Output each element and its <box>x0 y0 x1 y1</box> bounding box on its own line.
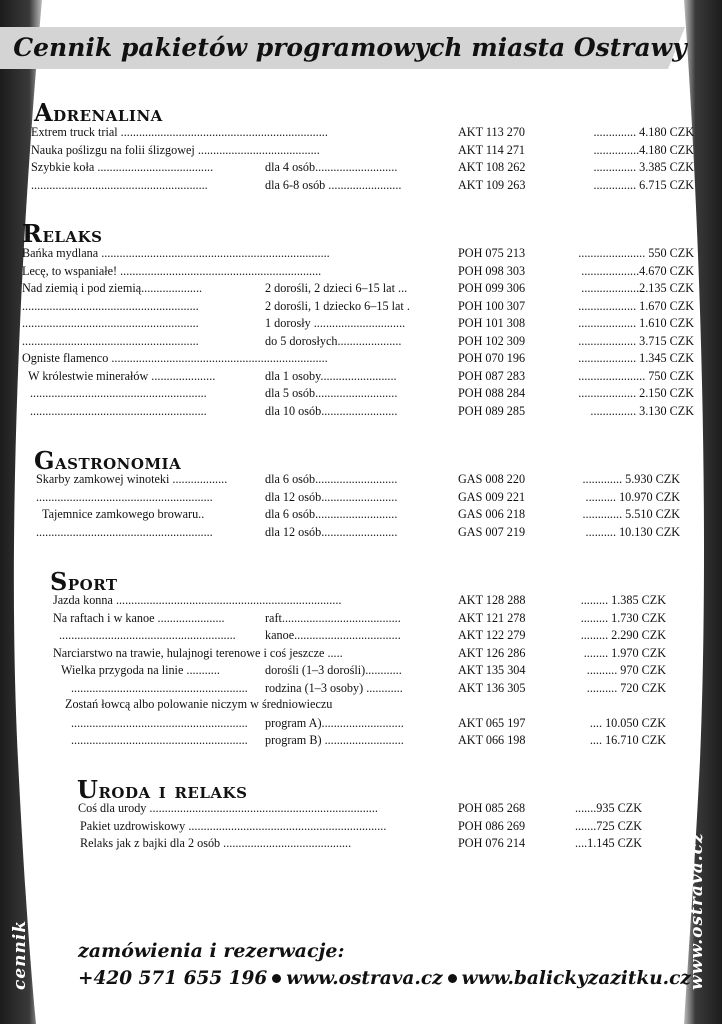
package-code: AKT 122 279 <box>458 628 526 642</box>
package-price: .......... 10.130 CZK <box>585 524 680 539</box>
price-row <box>0 368 722 386</box>
package-name: Narciarstwo na trawie, hulajnogi terenowe i coś jeszcze ..... <box>53 645 343 660</box>
price-row <box>0 350 722 368</box>
package-code: POH 085 268 <box>458 801 526 815</box>
section-heading: Adrenalina <box>34 98 163 127</box>
price-row <box>0 715 722 733</box>
package-price: ...................... 550 CZK <box>578 246 694 260</box>
package-variant: kanoe................................... <box>265 628 401 642</box>
package-name: .......................................................... <box>22 298 199 313</box>
package-price: ............... 3.130 CZK <box>590 403 694 418</box>
package-price: ........ 1.970 CZK <box>583 645 666 660</box>
price-row <box>0 610 722 628</box>
price-row <box>0 298 722 316</box>
price-row <box>0 506 722 524</box>
package-variant: dla 1 osoby......................... <box>265 368 397 383</box>
package-code: POH 076 214 <box>458 836 526 850</box>
section-heading: Relaks <box>22 219 103 248</box>
package-code: POH 100 307 <box>458 298 526 313</box>
package-code: POH 087 283 <box>458 368 526 383</box>
package-code: AKT 128 288 <box>458 593 526 607</box>
package-code: AKT 114 271 <box>458 142 526 157</box>
package-price: ............. 5.510 CZK <box>582 507 680 521</box>
package-name: Lecę, to wspaniałe! .................................................................. <box>22 263 322 278</box>
package-variant: dla 12 osób......................... <box>265 524 398 539</box>
price-row <box>0 177 722 195</box>
price-row <box>0 662 722 680</box>
price-row <box>0 489 722 507</box>
package-price: .............. 4.180 CZK <box>593 125 694 139</box>
package-code: GAS 009 221 <box>458 489 526 504</box>
reservations-heading: zamówienia i rezerwacje: <box>78 940 345 962</box>
side-label-cennik: cennik <box>10 919 30 990</box>
package-variant: do 5 dorosłych..................... <box>265 333 402 348</box>
package-code: AKT 113 270 <box>458 125 526 139</box>
package-code: AKT 126 286 <box>458 645 526 660</box>
package-variant: 2 dorośli, 1 dziecko 6–15 lat . <box>265 298 410 313</box>
package-variant: 1 dorosły .............................. <box>265 316 406 330</box>
package-code: GAS 006 218 <box>458 507 526 521</box>
package-name: .......................................................... <box>59 628 236 642</box>
package-variant: 2 dorośli, 2 dzieci 6–15 lat ... <box>265 281 408 295</box>
page-title: Cennik pakietów programowych miasta Ostrawy <box>13 33 687 62</box>
package-name: Szybkie koła ...................................... <box>31 160 214 174</box>
price-row <box>0 645 722 663</box>
price-row <box>0 592 722 610</box>
package-name: .......................................................... <box>31 177 208 192</box>
price-row <box>0 385 722 403</box>
package-code: POH 086 269 <box>458 818 526 833</box>
package-name: .......................................................... <box>36 489 213 504</box>
package-code: AKT 109 263 <box>458 177 526 192</box>
package-code: POH 098 303 <box>458 263 526 278</box>
package-name: Wielka przygoda na linie ........... <box>61 663 220 677</box>
package-name: Na raftach i w kanoe ...................... <box>53 610 225 625</box>
package-code: POH 102 309 <box>458 333 526 348</box>
package-variant: program A)........................... <box>265 715 404 730</box>
package-variant: dla 4 osób........................... <box>265 160 398 174</box>
package-variant: rodzina (1–3 osoby) ............ <box>265 680 403 695</box>
package-price: ................... 3.715 CZK <box>578 333 694 348</box>
package-price: .... 10.050 CZK <box>589 715 666 730</box>
package-name: Ogniste flamenco ....................................................................... <box>22 351 328 365</box>
package-price: ...................2.135 CZK <box>581 281 694 295</box>
section-note: Zostań łowcą albo polowanie niczym w średniowieczu <box>65 697 333 711</box>
package-price: ............. 5.930 CZK <box>582 472 680 486</box>
package-variant: program B) .......................... <box>265 733 404 747</box>
side-label-website: www.ostrava.cz <box>687 832 707 990</box>
package-price: ................... 1.670 CZK <box>578 298 694 313</box>
package-price: .............. 3.385 CZK <box>593 160 694 174</box>
package-code: POH 088 284 <box>458 386 526 400</box>
package-price: ................... 2.150 CZK <box>578 386 694 400</box>
price-row <box>0 263 722 281</box>
package-variant: dla 6 osób........................... <box>265 507 398 521</box>
price-row <box>0 818 722 836</box>
package-name: Relaks jak z bajki dla 2 osób .......................................... <box>80 836 352 850</box>
package-price: .......... 720 CZK <box>586 680 666 695</box>
package-code: AKT 121 278 <box>458 610 526 625</box>
package-code: AKT 065 197 <box>458 715 526 730</box>
package-price: ................... 1.610 CZK <box>578 316 694 330</box>
package-name: Jazda konna .......................................................................... <box>53 593 342 607</box>
package-price: ....1.145 CZK <box>574 836 642 850</box>
package-name: Coś dla urody ........................................................................... <box>78 801 378 815</box>
price-row <box>0 471 722 489</box>
price-row <box>0 732 722 750</box>
package-name: .......................................................... <box>30 386 207 400</box>
package-price: .............. 6.715 CZK <box>593 177 694 192</box>
package-code: POH 070 196 <box>458 351 526 365</box>
package-code: POH 099 306 <box>458 281 526 295</box>
package-code: POH 101 308 <box>458 316 526 330</box>
package-price: ...................4.670 CZK <box>581 263 694 278</box>
package-code: POH 075 213 <box>458 246 526 260</box>
package-variant: dla 6-8 osób ........................ <box>265 177 402 192</box>
section-heading: Sport <box>50 567 118 596</box>
price-row <box>0 159 722 177</box>
package-price: ......... 1.730 CZK <box>580 610 666 625</box>
package-name: .......................................................... <box>71 680 248 695</box>
section-heading: Uroda i relaks <box>77 775 248 804</box>
price-row <box>0 280 722 298</box>
package-price: ......... 1.385 CZK <box>580 593 666 607</box>
package-price: .......... 10.970 CZK <box>585 489 680 504</box>
price-row <box>0 403 722 421</box>
package-name: .......................................................... <box>22 333 199 348</box>
price-row <box>0 333 722 351</box>
price-row <box>0 680 722 698</box>
package-price: ...............4.180 CZK <box>593 142 694 157</box>
price-row <box>0 800 722 818</box>
package-name: Bańka mydlana ........................................................................... <box>22 246 330 260</box>
package-code: AKT 066 198 <box>458 733 526 747</box>
package-price: ................... 1.345 CZK <box>578 351 694 365</box>
price-row <box>0 524 722 542</box>
package-name: .......................................................... <box>71 715 248 730</box>
phone-number: +420 571 655 196 <box>78 968 268 989</box>
package-price: ...................... 750 CZK <box>578 368 694 383</box>
package-variant: dla 10 osób......................... <box>265 403 398 418</box>
package-name: .......................................................... <box>71 733 248 747</box>
package-name: .......................................................... <box>36 524 213 539</box>
package-name: .......................................................... <box>22 316 199 330</box>
package-name: .......................................................... <box>30 403 207 418</box>
package-name: Nad ziemią i pod ziemią.................... <box>22 281 203 295</box>
package-variant: dla 12 osób......................... <box>265 489 398 504</box>
package-variant: raft....................................... <box>265 610 401 625</box>
website-link-ostrava[interactable]: www.ostrava.cz <box>286 968 443 989</box>
section-heading: Gastronomia <box>34 446 182 475</box>
price-row <box>0 142 722 160</box>
package-name: Tajemnice zamkowego browaru.. <box>42 507 205 521</box>
package-price: ......... 2.290 CZK <box>580 628 666 642</box>
package-price: .......725 CZK <box>574 818 642 833</box>
package-price: .......... 970 CZK <box>586 663 666 677</box>
package-price: .... 16.710 CZK <box>589 733 666 747</box>
bullet-icon <box>448 974 457 983</box>
package-code: POH 089 285 <box>458 403 526 418</box>
price-row <box>0 315 722 333</box>
package-variant: dla 5 osób........................... <box>265 386 398 400</box>
package-name: W królestwie minerałów ..................... <box>28 368 216 383</box>
price-row <box>0 627 722 645</box>
price-row <box>0 124 722 142</box>
package-price: .......935 CZK <box>574 801 642 815</box>
package-code: GAS 007 219 <box>458 524 526 539</box>
package-name: Skarby zamkowej winoteki .................. <box>36 472 228 486</box>
package-name: Pakiet uzdrowiskowy ................................................................. <box>80 818 387 833</box>
price-row <box>0 835 722 853</box>
contact-line <box>78 968 691 989</box>
package-name: Extrem truck trial .................................................................... <box>31 125 328 139</box>
website-link-balicky[interactable]: www.balickyzazitku.cz <box>461 968 691 989</box>
bullet-icon <box>272 974 281 983</box>
package-code: GAS 008 220 <box>458 472 526 486</box>
package-name: Nauka poślizgu na folii ślizgowej ........................................ <box>31 142 320 157</box>
package-code: AKT 136 305 <box>458 680 526 695</box>
package-variant: dorośli (1–3 dorośli)............ <box>265 663 402 677</box>
price-row <box>0 245 722 263</box>
package-code: AKT 135 304 <box>458 663 526 677</box>
package-code: AKT 108 262 <box>458 160 526 174</box>
package-variant: dla 6 osób........................... <box>265 472 398 486</box>
